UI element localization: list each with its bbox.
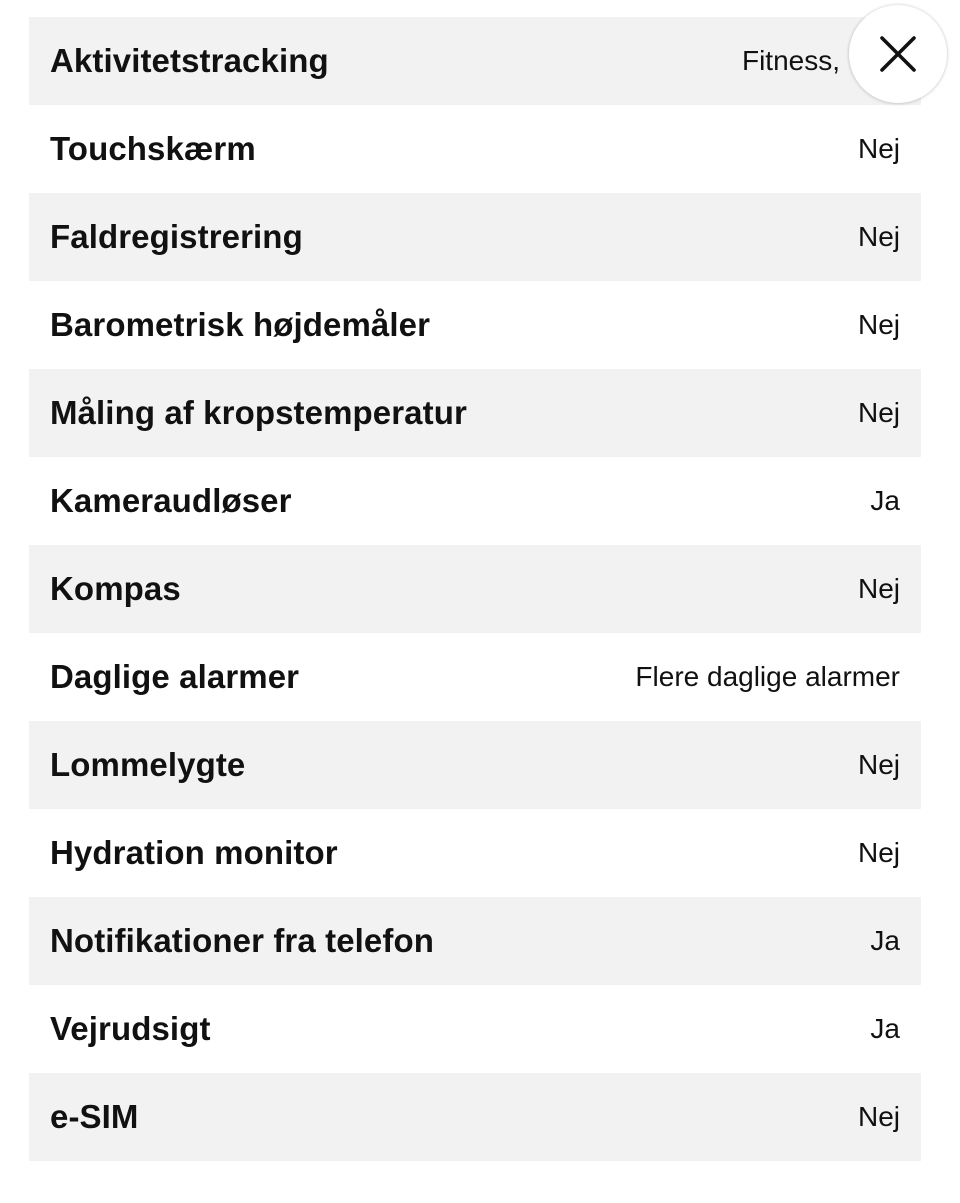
spec-row bbox=[29, 369, 921, 457]
spec-value: Nej bbox=[857, 749, 900, 780]
spec-row bbox=[29, 281, 921, 369]
spec-value: Nej bbox=[857, 837, 900, 868]
spec-label: Kompas bbox=[50, 570, 181, 607]
spec-value: Flere daglige alarmer bbox=[635, 661, 900, 692]
spec-value: Fitness, bbox=[741, 45, 840, 76]
spec-label: Vejrudsigt bbox=[50, 1010, 211, 1047]
spec-row bbox=[29, 1073, 921, 1161]
spec-value: Nej bbox=[857, 397, 900, 428]
spec-row bbox=[29, 721, 921, 809]
spec-row bbox=[29, 985, 921, 1073]
spec-label: Lommelygte bbox=[50, 746, 246, 783]
spec-label: Daglige alarmer bbox=[50, 658, 300, 695]
spec-row bbox=[29, 193, 921, 281]
spec-row bbox=[29, 897, 921, 985]
spec-label: Kameraudløser bbox=[50, 482, 292, 519]
close-button[interactable] bbox=[849, 5, 947, 103]
spec-label: Aktivitetstracking bbox=[50, 42, 329, 79]
spec-label: Hydration monitor bbox=[50, 834, 338, 871]
close-icon bbox=[878, 34, 918, 74]
spec-label: e-SIM bbox=[50, 1098, 139, 1135]
spec-value: Nej bbox=[857, 133, 900, 164]
spec-value: Nej bbox=[857, 221, 900, 252]
spec-value: Nej bbox=[857, 1101, 900, 1132]
spec-row bbox=[29, 809, 921, 897]
spec-label: Faldregistrering bbox=[50, 218, 303, 255]
spec-value: Ja bbox=[870, 485, 900, 516]
spec-list bbox=[29, 17, 921, 1161]
spec-label: Notifikationer fra telefon bbox=[50, 922, 434, 959]
spec-row bbox=[29, 457, 921, 545]
spec-label: Måling af kropstemperatur bbox=[50, 394, 467, 431]
spec-row bbox=[29, 105, 921, 193]
spec-label: Touchskærm bbox=[50, 130, 256, 167]
spec-value: Ja bbox=[870, 925, 900, 956]
spec-row bbox=[29, 633, 921, 721]
spec-value: Nej bbox=[857, 573, 900, 604]
spec-label: Barometrisk højdemåler bbox=[50, 306, 431, 343]
spec-row bbox=[29, 545, 921, 633]
spec-value: Ja bbox=[870, 1013, 900, 1044]
spec-row bbox=[29, 17, 921, 105]
spec-value: Nej bbox=[857, 309, 900, 340]
